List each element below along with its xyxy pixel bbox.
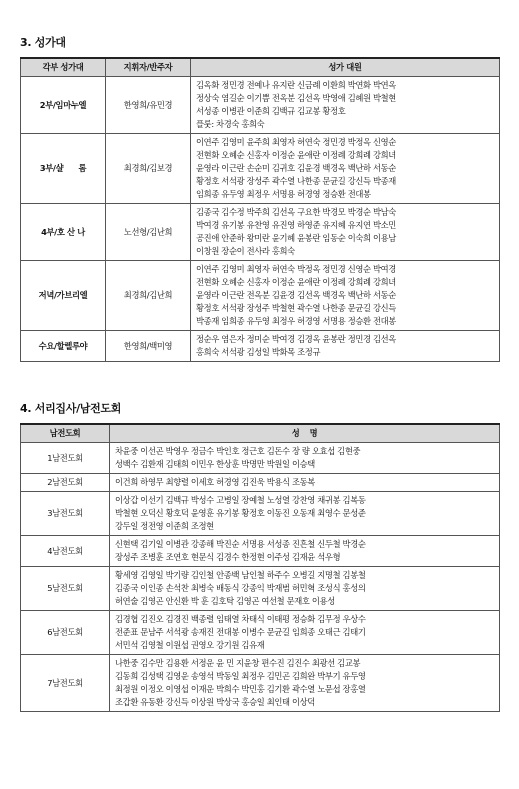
member-line: 황세영 김영일 박기량 김인철 안종백 남인철 하주수 오병길 지명철 김봉철 — [115, 570, 366, 580]
member-line: 신현택 김기일 이병관 강종해 박진순 서명용 서성종 진흔철 신두철 박경순 — [115, 539, 366, 549]
header-choir: 각부 성가대 — [21, 58, 106, 77]
member-line: 임희종 유두영 최정우 서명용 허경영 정승환 전대봉 — [196, 189, 371, 199]
member-line: 강두일 정전영 이준희 조정현 — [115, 521, 214, 531]
group-name: 4남전도회 — [21, 536, 110, 567]
table-row — [21, 567, 500, 611]
choir-leaders: 한영희/백미영 — [106, 331, 191, 362]
member-line: 차윤중 이선곤 박영우 정금수 박인호 정근호 김돈수 장 량 오효섭 김현중 — [115, 446, 361, 456]
member-line: 김종국 김수정 박주희 김선옥 구요한 박경모 박경순 박남숙 — [196, 207, 396, 217]
member-line: 박종재 임희종 유두영 최정우 허경영 서명용 정승환 전대봉 — [196, 316, 396, 326]
choir-leaders: 최경희/김난희 — [106, 261, 191, 331]
group-name: 5남전도회 — [21, 567, 110, 611]
header-members: 성가 대원 — [191, 58, 500, 77]
choir-name: 2부/임마누엘 — [21, 77, 106, 134]
header-group: 남전도회 — [21, 424, 110, 443]
member-line: 공진애 안준하 왕미란 윤기혜 윤봉란 임동순 이숙희 이용남 — [196, 233, 396, 243]
choir-leaders: 노선형/김난희 — [106, 204, 191, 261]
group-members — [110, 474, 500, 492]
deacon-table — [20, 423, 500, 712]
member-line: 플룻: 차경숙 홍희숙 — [196, 119, 265, 129]
member-line: 김경협 김진오 김경진 백종렬 임태열 차태식 이태평 정승화 김무정 우상수 — [115, 614, 366, 624]
choir-leaders: 한영희/유민경 — [106, 77, 191, 134]
member-line: 이연주 김영미 최영자 허연숙 박정옥 정민경 신영순 박여경 — [196, 264, 396, 274]
table-row — [21, 204, 500, 261]
member-line: 성백수 김환재 김태희 이민우 한상훈 박명만 박원일 이승택 — [115, 459, 315, 469]
member-line: 최정원 이정오 이영섭 이재운 박희수 박민홍 김기환 곽수열 노문섭 장홍열 — [115, 684, 366, 694]
choir-name: 4부/호 산 나 — [21, 204, 106, 261]
member-line: 박여경 유기봉 유찬영 유진영 하영준 유지혜 유지연 박소민 — [196, 220, 396, 230]
table-row — [21, 331, 500, 362]
choir-members — [191, 134, 500, 204]
header-names: 성 명 — [110, 424, 500, 443]
member-line: 나한중 김수만 김용환 서정운 윤 민 지윤창 편수진 김진수 최광선 김교봉 — [115, 658, 361, 668]
member-line: 허연술 김영곤 안신환 박 훈 김호탁 김영곤 여선철 문재호 이용성 — [115, 596, 335, 606]
member-line: 전현화 오혜순 신홍자 이정순 윤애란 이정례 강희례 강희녀 — [196, 277, 396, 287]
member-line: 이창원 장순이 전사라 홍희숙 — [196, 246, 295, 256]
member-line: 황정호 서석광 장성주 곽수열 나한종 문균길 강신득 박종재 — [196, 176, 396, 186]
member-line: 황정호 서석광 장성주 박철현 곽수열 나한종 문균길 강신득 — [196, 303, 396, 313]
member-line: 장성주 조병훈 조연호 현문식 김경수 한정현 이주성 김재윤 석우형 — [115, 552, 341, 562]
choir-name: 저녁/가브리엘 — [21, 261, 106, 331]
table-row — [21, 492, 500, 536]
group-members — [110, 536, 500, 567]
choir-leaders: 최경희/김보경 — [106, 134, 191, 204]
table-row — [21, 443, 500, 474]
group-name: 1남전도회 — [21, 443, 110, 474]
member-line: 전현화 오혜순 신홍자 이정순 윤애란 이정례 강희례 강희녀 — [196, 150, 396, 160]
member-line: 서민석 김영철 이원섭 권영오 강기원 김유재 — [115, 640, 265, 650]
choir-members — [191, 261, 500, 331]
table-row — [21, 474, 500, 492]
member-line: 김동희 김성택 김영운 송영석 박동일 최정우 김민곤 김희완 박부기 유두영 — [115, 671, 366, 681]
group-name: 3남전도회 — [21, 492, 110, 536]
table-row — [21, 655, 500, 712]
group-members — [110, 567, 500, 611]
choir-members — [191, 204, 500, 261]
choir-members — [191, 331, 500, 362]
group-name: 2남전도회 — [21, 474, 110, 492]
group-members — [110, 611, 500, 655]
group-name: 7남전도회 — [21, 655, 110, 712]
section4-title: 4. 서리집사/남전도회 — [20, 402, 122, 415]
member-line: 조갑환 유동환 강신득 이상원 박상국 홍승일 최인태 이상덕 — [115, 697, 315, 707]
table-row — [21, 261, 500, 331]
choir-members — [191, 77, 500, 134]
member-line: 김종국 이인종 손석찬 최병숙 배동식 강종익 박재범 허민혁 조성식 홍성의 — [115, 583, 366, 593]
member-line: 박철현 오덕신 황호덕 윤영훈 유기봉 황정호 이동진 오동재 최영수 문성준 — [115, 508, 366, 518]
member-line: 이연주 김영미 윤주희 최영자 허연숙 정민경 박정옥 신영순 — [196, 137, 396, 147]
member-line: 윤영라 이근란 전옥분 김윤경 김선옥 백경옥 백난하 서동순 — [196, 290, 396, 300]
group-name: 6남전도회 — [21, 611, 110, 655]
table-row — [21, 536, 500, 567]
member-line: 정순우 염은자 정미순 박여경 김경옥 윤봉란 정민경 김선옥 — [196, 334, 396, 344]
table-row — [21, 77, 500, 134]
member-line: 전준표 문남주 서석광 송재진 전대봉 이병수 문균길 임희종 오태근 김태기 — [115, 627, 366, 637]
choir-name: 3부/샬 롬 — [21, 134, 106, 204]
group-members — [110, 492, 500, 536]
table-row — [21, 611, 500, 655]
member-line: 윤영라 이근란 손순미 김귀호 김윤경 백경옥 백난하 서동순 — [196, 163, 396, 173]
member-line: 홍희숙 서석광 김성일 박화목 조정규 — [196, 347, 321, 357]
group-members — [110, 655, 500, 712]
member-line: 정상숙 염길순 이기쁨 전옥분 김선옥 박영애 김혜원 박철현 — [196, 93, 396, 103]
group-members — [110, 443, 500, 474]
choir-name: 수요/할렐루야 — [21, 331, 106, 362]
table-row — [21, 134, 500, 204]
section3-title: 3. 성가대 — [20, 36, 66, 49]
member-line: 이상갑 이선기 김백규 박성수 고병일 장예철 노성열 강찬영 채귀봉 김복동 — [115, 495, 366, 505]
header-leaders: 지휘자/반주자 — [106, 58, 191, 77]
choir-table — [20, 57, 500, 362]
member-line: 서성종 이병관 이준희 김백규 김교봉 황정호 — [196, 106, 346, 116]
member-line: 이건희 하영무 최향렬 이세호 허경영 김진욱 박용식 조동복 — [115, 477, 315, 487]
member-line: 김옥화 정민경 전예나 유지란 신금례 이환희 박연화 박연옥 — [196, 80, 396, 90]
